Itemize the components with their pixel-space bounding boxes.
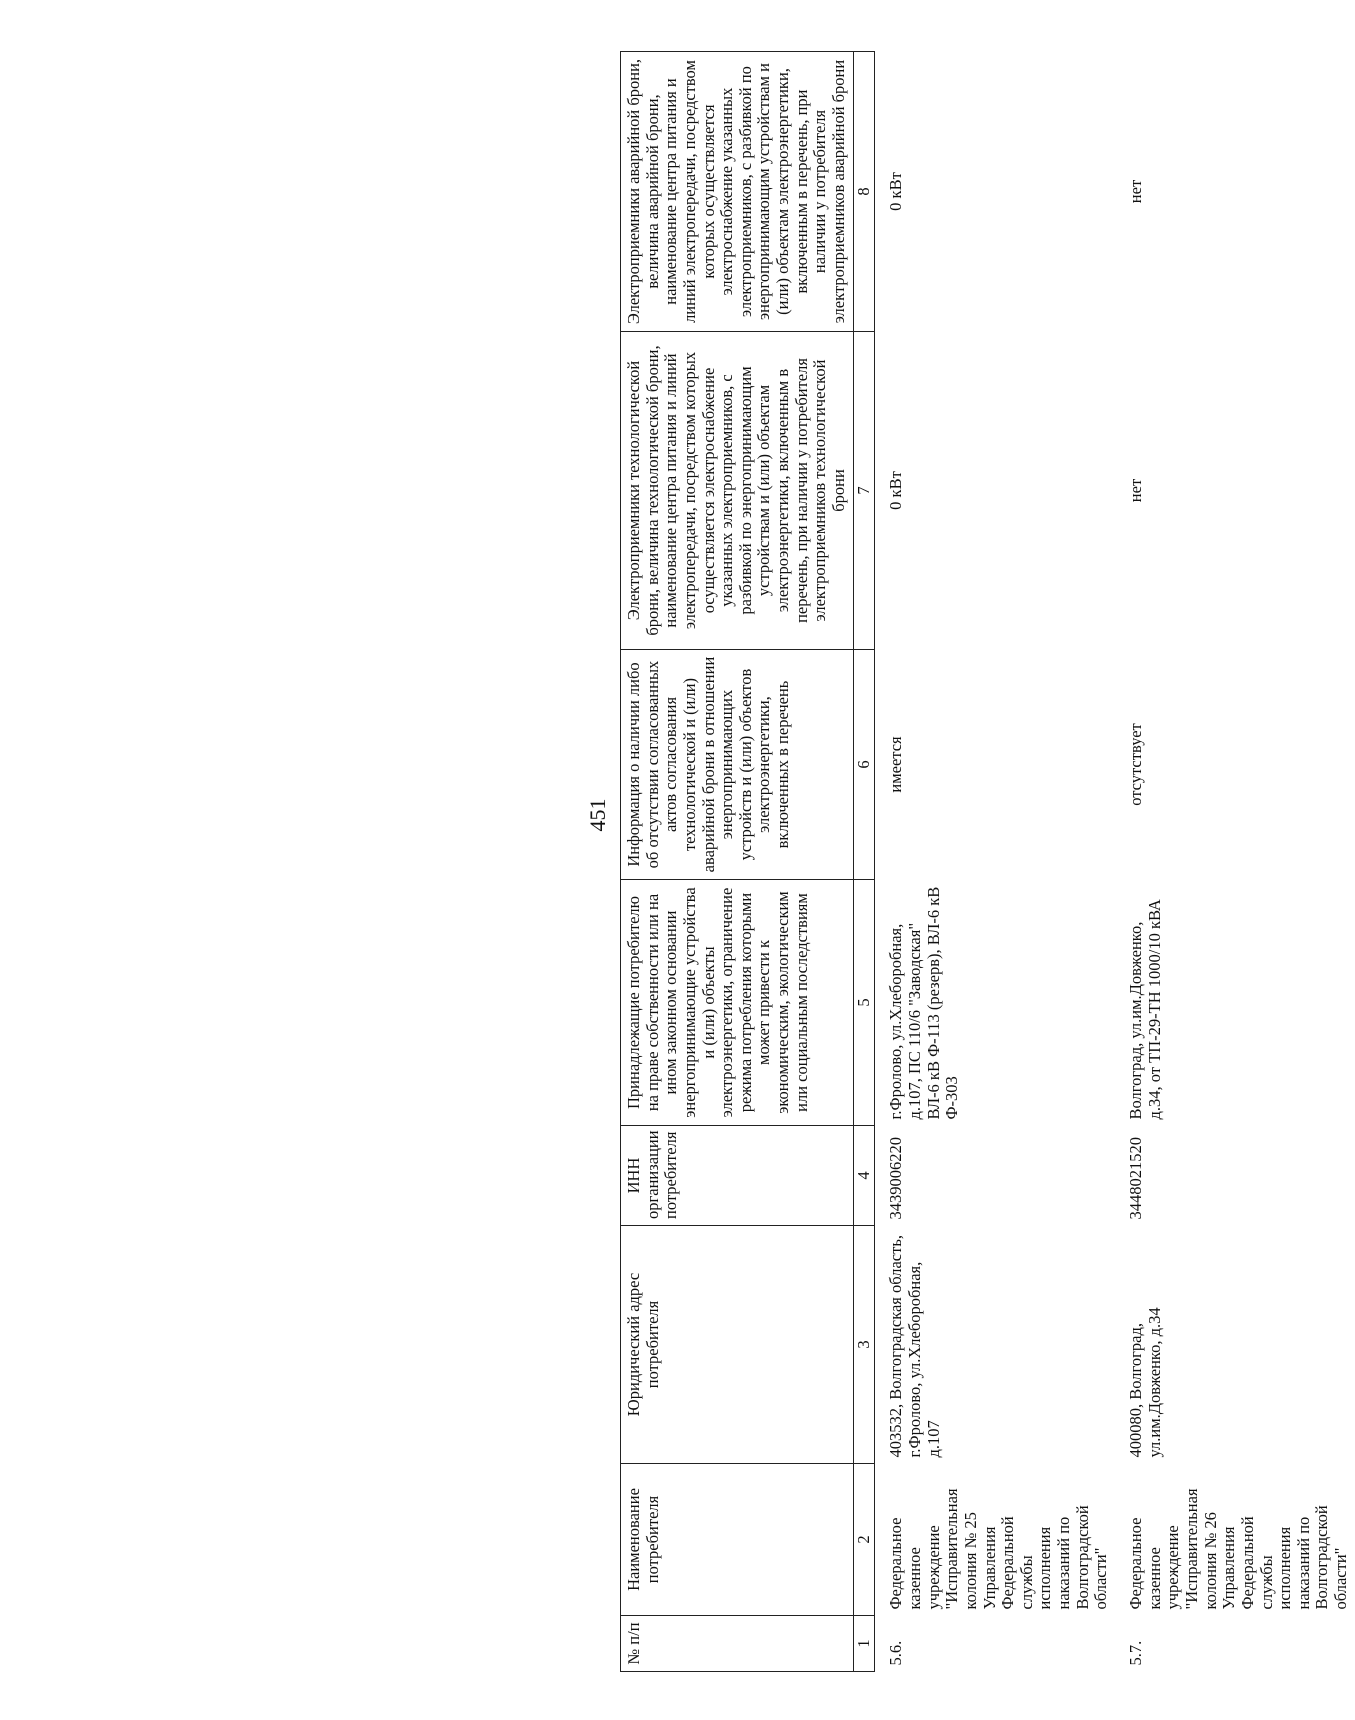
column-number: 4 bbox=[853, 1126, 875, 1226]
column-number: 8 bbox=[853, 52, 875, 332]
tech-reserve-value: 0 кВт bbox=[886, 471, 906, 510]
row-num: 5.7. bbox=[1126, 1640, 1146, 1666]
header-tech-reserve: Электроприемники технологической брони, величина технологической брони, наименование центра питания и линий электропередачи, посредством которых осуществляется электроснабжение указанных электроприемников, с разбивкой по энергопринимающим устройствам и (или) объектам электроэнергетики, включенным в перечень, при наличии у потребителя электроприемников технологической брони bbox=[621, 332, 854, 650]
header-row bbox=[621, 52, 854, 1672]
acts-status: имеется bbox=[886, 736, 906, 793]
reserve-table bbox=[620, 51, 1355, 1672]
table-row bbox=[883, 52, 1115, 1672]
header-devices: Принадлежащие потребителю на праве собственности или на ином законном основании энергопринимающие устройства и (или) объекты электроэнергетики, ограничение режима потребления которыми может привести к экономическим, экологическим или социальным последствиям bbox=[621, 880, 854, 1126]
tech-reserve-value: нет bbox=[1126, 478, 1146, 503]
column-number-row bbox=[853, 52, 875, 1672]
consumer-address: 403532, Волгоградская область, г.Фролово, ул.Хлеборобная, д.107 bbox=[886, 1235, 943, 1458]
header-name: Наименование потребителя bbox=[621, 1464, 854, 1616]
header-acts: Информация о наличии либо об отсутствии согласованных актов согласования технологической и (или) аварийной брони в отношении энергопринимающих устройств и (или) объектов электроэнергетики, включенных в перечень bbox=[621, 650, 854, 880]
emergency-reserve-value: нет bbox=[1126, 179, 1146, 204]
column-number: 1 bbox=[853, 1616, 875, 1672]
table-row bbox=[1123, 52, 1355, 1672]
header-num: № п/п bbox=[621, 1616, 854, 1672]
header-inn: ИНН организации потребителя bbox=[621, 1126, 854, 1226]
header-address: Юридический адрес потребителя bbox=[621, 1226, 854, 1464]
consumer-address: 400080, Волгоград, ул.им.Довженко, д.34 bbox=[1126, 1307, 1164, 1458]
consumer-devices: г.Фролово, ул.Хлеборобная, д.107, ПС 110/6 "Заводская" ВЛ-6 кВ Ф-113 (резерв), ВЛ-6 кВ Ф-303 bbox=[886, 886, 962, 1120]
rotated-table-container bbox=[620, 52, 1351, 1672]
acts-status: отсутствует bbox=[1126, 723, 1146, 806]
consumer-name: Федеральное казенное учреждение "Исправительная колония № 26 Управления Федеральной службы исполнения наказаний по Волгоградской области" bbox=[1126, 1488, 1351, 1610]
emergency-reserve-value: 0 кВт bbox=[886, 172, 906, 211]
column-number: 3 bbox=[853, 1226, 875, 1464]
page-number: 451 bbox=[585, 798, 610, 832]
column-number: 6 bbox=[853, 650, 875, 880]
column-number: 5 bbox=[853, 880, 875, 1126]
header-emergency-reserve: Электроприемники аварийной брони, величина аварийной брони, наименование центра питания и линий электропередачи, посредством которых осуществляется электроснабжение указанных электроприемников, с разбивкой по энергопринимающим устройствам и (или) объектам электроэнергетики, включенным в перечень, при наличии у потребителя электроприемников аварийной брони bbox=[621, 52, 854, 332]
consumer-inn: 3439006220 bbox=[886, 1137, 906, 1220]
consumer-name: Федеральное казенное учреждение "Исправительная колония № 25 Управления Федеральной службы исполнения наказаний по Волгоградской области" bbox=[886, 1488, 1111, 1610]
column-number: 2 bbox=[853, 1464, 875, 1616]
column-number: 7 bbox=[853, 332, 875, 650]
row-num: 5.6. bbox=[886, 1640, 906, 1666]
consumer-inn: 3448021520 bbox=[1126, 1137, 1146, 1220]
consumer-devices: Волгоград, ул.им.Довженко, д.34, от ТП-29-ТН 1000/10 кВА bbox=[1126, 899, 1164, 1120]
